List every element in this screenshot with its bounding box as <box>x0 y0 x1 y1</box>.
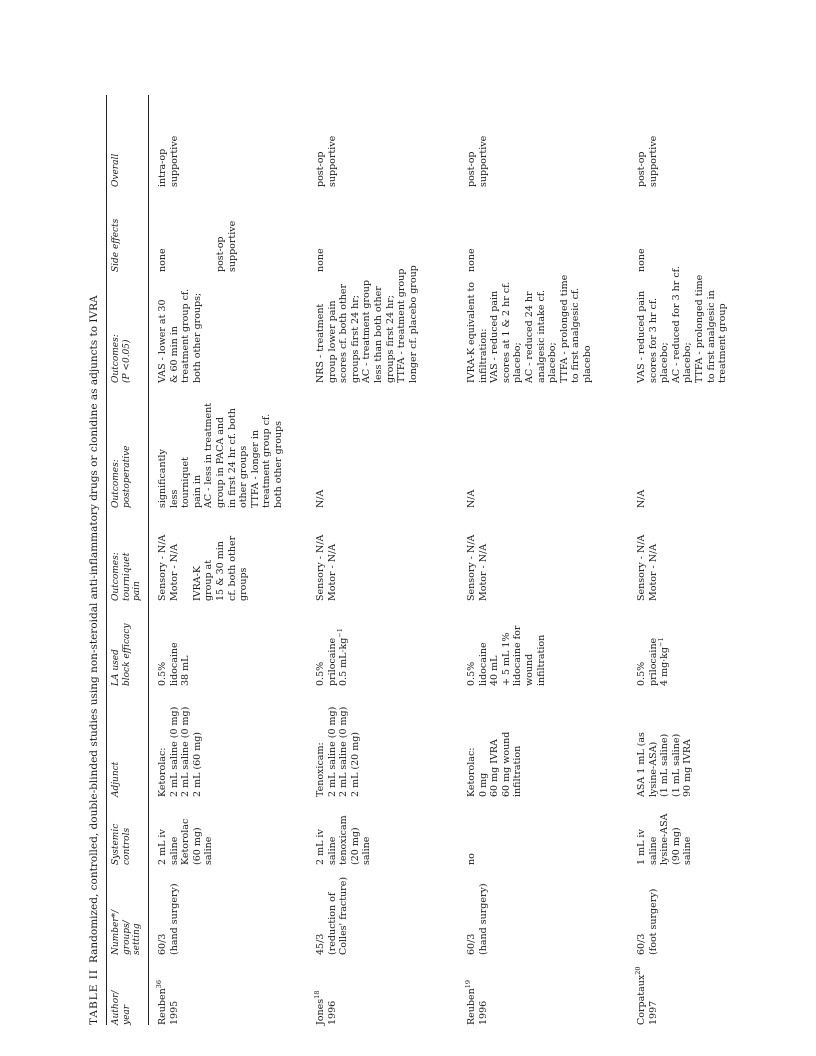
cell-side-effects: none <box>315 248 326 272</box>
cell-overall: post-op supportive <box>636 135 659 187</box>
cell-number: 60/3 (hand surgery) <box>466 883 489 955</box>
cell-outcomes: VAS - lower at 30 & 60 min in treatment group cf. both other groups; <box>157 288 203 383</box>
cell-side-effects: none <box>466 248 477 272</box>
cell-systemic: 1 mL iv saline lysine-ASA (90 mg) saline <box>636 813 694 865</box>
cell-side-effects: none <box>636 248 647 272</box>
cell-adjunct: ASA 1 mL (as lysine-ASA) (1 mL saline) (1 mL saline) 90 mg IVRA <box>636 732 694 797</box>
cell-la: 0.5% lidocaine 40 mL + 5 mL 1% lidocaine for wound infiltration <box>466 625 547 686</box>
cell-adjunct: Ketorolac: 2 mL saline (0 mg) 2 mL saline (0 mg) 2 mL (60 mg) <box>157 706 203 797</box>
cell-overall: post-op supportive <box>466 135 489 187</box>
header-side-effects: Side effects <box>111 218 121 272</box>
table-label: TABLE II <box>88 969 100 1025</box>
cell-number: 60/3 (foot surgery) <box>636 888 659 955</box>
cell-postop: N/A <box>636 489 647 508</box>
header-tourniquet: Outcomes: tourniquet pain <box>111 552 142 601</box>
cell-la: 0.5% prilocaine 0.5 $mL\cdot kg^{-1}$ <box>315 628 350 686</box>
cell-number: 45/3 (reduction of Colles' fracture) <box>315 876 350 955</box>
header-adjunct: Adjunct <box>111 761 121 797</box>
header-author: Author/ year <box>111 990 132 1025</box>
cell-author: Jones$^{18}$ 1996 <box>312 990 338 1025</box>
cell-outcomes: VAS - reduced pain scores for 3 hr cf. placebo; AC - reduced for 3 hr cf. placebo; TTFA - prolonged time to first analgesic in treatment group <box>636 266 729 383</box>
cell-author: Corpataux$^{20}$ 1997 <box>633 966 659 1025</box>
cell-outcomes: IVRA-K equivalent to infiltration: VAS - reduced pain scores at 1 & 2 hr cf. placebo; AC - reduced 24 hr analgesic intake cf. placebo; TTFA - prolonged time to first analgesic cf. placebo <box>466 274 593 383</box>
cell-author: Reuben$^{36}$ 1995 <box>154 980 180 1025</box>
header-systemic: Systemic controls <box>111 823 132 865</box>
cell-postop: significantly less tourniquet pain in AC - less in treatment group in PACA and in first 24 hr cf. both other groups TTFA - longer in treatment group cf. both other groups <box>157 402 284 508</box>
header-number: Number*/ groups/ setting <box>111 909 142 955</box>
header-postop: Outcomes: postoperative <box>111 445 132 508</box>
cell-adjunct: Tenoxicam: 2 mL saline (0 mg) 2 mL saline (0 mg) 2 mL (20 mg) <box>315 706 361 797</box>
cell-la: 0.5% lidocaine 38 mL <box>157 642 192 686</box>
header-la: LA used block efficacy <box>111 623 132 686</box>
cell-postop: N/A <box>315 489 326 508</box>
cell-systemic: 2 mL iv saline tenoxicam (20 mg) saline <box>315 815 373 865</box>
cell-la: 0.5% prilocaine 4 $mg\cdot kg^{-1}$ <box>636 637 671 686</box>
cell-tourniquet: Sensory - N/A Motor - N/A <box>636 534 659 601</box>
cell-overall: post-op supportive <box>315 135 338 187</box>
cell-postop: N/A <box>466 489 477 508</box>
top-rule <box>106 95 107 1025</box>
cell-tourniquet: Sensory - N/A Motor - N/A <box>315 534 338 601</box>
cell-systemic: 2 mL iv saline Ketorolac (60 mg) saline <box>157 818 215 865</box>
rotated-table <box>88 95 798 1025</box>
header-outcomes: Outcomes: (P <0.05) <box>111 334 132 383</box>
cell-side-effects: none post-op supportive <box>157 220 238 272</box>
cell-outcomes: NRS - treatment group lower pain scores cf. both other groups first 24 hr; AC - treatment group less than both other groups first 24 hr; TTFA - treatment group longer cf. placebo group <box>315 265 419 383</box>
cell-author: Reuben$^{19}$ 1996 <box>463 980 489 1025</box>
table-caption <box>88 95 102 1025</box>
cell-systemic: no <box>466 853 477 865</box>
cell-tourniquet: Sensory - N/A Motor - N/A IVRA-K group at 15 & 30 min cf. both other groups <box>157 534 250 601</box>
table-title: Randomized, controlled, double-blinded studies using non-steroidal anti-inflammatory drugs or clonidine as adjuncts to IVRA <box>88 295 100 963</box>
cell-number: 60/3 (hand surgery) <box>157 883 180 955</box>
header-rule <box>148 95 149 1025</box>
cell-tourniquet: Sensory - N/A Motor - N/A <box>466 534 489 601</box>
cell-overall: intra-op supportive <box>157 135 180 187</box>
header-overall: Overall <box>111 153 121 187</box>
cell-adjunct: Ketorolac: 0 mg 60 mg IVRA 60 mg wound infiltration <box>466 731 524 797</box>
